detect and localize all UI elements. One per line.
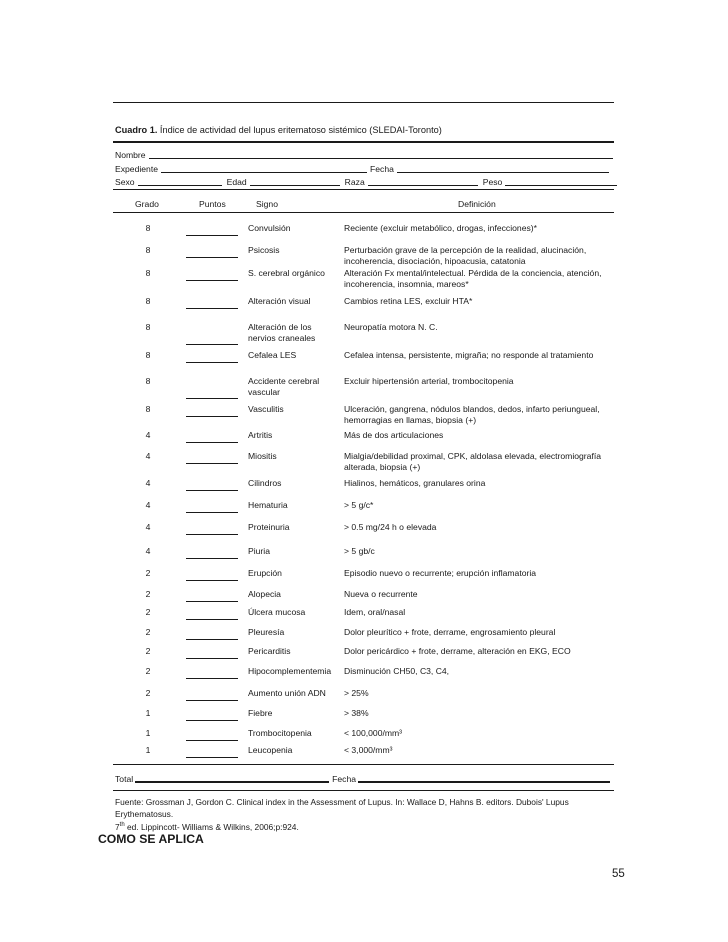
signo-cell: Alteración visual xyxy=(248,296,311,306)
signo-cell: Vasculitis xyxy=(248,404,284,414)
total-fecha-label: Fecha xyxy=(332,774,357,784)
grado-cell: 8 xyxy=(145,268,151,278)
puntos-blank[interactable] xyxy=(186,362,238,363)
definicion-cell: Excluir hipertensión arterial, trombocitopenia xyxy=(344,376,514,386)
grado-cell: 2 xyxy=(145,666,151,676)
grado-cell: 2 xyxy=(145,627,151,637)
definicion-cell: > 5 gb/c xyxy=(344,546,375,556)
puntos-blank[interactable] xyxy=(186,601,238,602)
sexo-field[interactable] xyxy=(138,177,222,186)
grado-cell: 4 xyxy=(145,500,151,510)
total-fecha-field[interactable] xyxy=(358,774,610,783)
signo-cell: Cefalea LES xyxy=(248,350,297,360)
puntos-blank[interactable] xyxy=(186,534,238,535)
sexo-line xyxy=(115,176,617,187)
grado-cell: 1 xyxy=(145,745,151,755)
definicion-cell: Alteración Fx mental/intelectual. Pérdida de la conciencia, atención, incoherencia, insomnia, mareos* xyxy=(344,268,602,289)
definicion-cell: Mialgia/debilidad proximal, CPK, aldolasa elevada, electromiografía alterada, biopsia (+) xyxy=(344,451,601,472)
definicion-cell: > 0.5 mg/24 h o elevada xyxy=(344,522,437,532)
signo-cell: Convulsión xyxy=(248,223,291,233)
signo-cell: Leucopenia xyxy=(248,745,293,755)
grado-cell: 2 xyxy=(145,688,151,698)
grado-cell: 4 xyxy=(145,546,151,556)
puntos-blank[interactable] xyxy=(186,512,238,513)
grado-cell: 4 xyxy=(145,478,151,488)
puntos-blank[interactable] xyxy=(186,463,238,464)
puntos-blank[interactable] xyxy=(186,740,238,741)
grado-cell: 1 xyxy=(145,708,151,718)
puntos-blank[interactable] xyxy=(186,416,238,417)
table-row xyxy=(0,745,728,771)
nombre-line xyxy=(115,149,613,160)
definicion-cell: > 38% xyxy=(344,708,369,718)
grado-cell: 8 xyxy=(145,376,151,386)
table-row xyxy=(0,322,728,348)
header-grado: Grado xyxy=(135,199,159,209)
puntos-blank[interactable] xyxy=(186,442,238,443)
grado-cell: 8 xyxy=(145,350,151,360)
puntos-blank[interactable] xyxy=(186,398,238,399)
definicion-cell: Disminución CH50, C3, C4, xyxy=(344,666,450,676)
header-definicion: Definición xyxy=(458,199,496,209)
definicion-cell: > 5 g/c* xyxy=(344,500,374,510)
total-field[interactable] xyxy=(135,774,329,783)
puntos-blank[interactable] xyxy=(186,757,238,758)
table-row xyxy=(0,522,728,548)
definicion-cell: Más de dos articulaciones xyxy=(344,430,444,440)
fecha-field[interactable] xyxy=(397,164,609,173)
puntos-blank[interactable] xyxy=(186,658,238,659)
grado-cell: 8 xyxy=(145,322,151,332)
source-citation xyxy=(115,797,620,833)
edad-label: Edad xyxy=(226,177,247,187)
grado-cell: 2 xyxy=(145,646,151,656)
form-rule xyxy=(113,189,614,190)
signo-cell: Cilindros xyxy=(248,478,282,488)
grado-cell: 8 xyxy=(145,404,151,414)
nombre-field[interactable] xyxy=(149,150,613,159)
definicion-cell: Ulceración, gangrena, nódulos blandos, dedos, infarto periungueal, hemorragias en llamas, biopsia (+) xyxy=(344,404,600,425)
table-row xyxy=(0,451,728,477)
definicion-cell: < 100,000/mm³ xyxy=(344,728,403,738)
definicion-cell: Neuropatía motora N. C. xyxy=(344,322,438,332)
puntos-blank[interactable] xyxy=(186,580,238,581)
raza-field[interactable] xyxy=(368,177,478,186)
signo-cell: Pericarditis xyxy=(248,646,291,656)
definicion-cell: > 25% xyxy=(344,688,369,698)
header-rule xyxy=(113,212,614,213)
peso-field[interactable] xyxy=(505,177,617,186)
grado-cell: 1 xyxy=(145,728,151,738)
sexo-label: Sexo xyxy=(115,177,135,187)
signo-cell: Psicosis xyxy=(248,245,280,255)
peso-label: Peso xyxy=(482,177,503,187)
expediente-label: Expediente xyxy=(115,164,159,174)
definicion-cell: Cambios retina LES, excluir HTA* xyxy=(344,296,473,306)
expediente-line xyxy=(115,163,609,174)
expediente-field[interactable] xyxy=(161,164,367,173)
puntos-blank[interactable] xyxy=(186,280,238,281)
definicion-cell: Dolor pleurítico + frote, derrame, engrosamiento pleural xyxy=(344,627,556,637)
grado-cell: 2 xyxy=(145,589,151,599)
total-label: Total xyxy=(115,774,134,784)
raza-label: Raza xyxy=(344,177,365,187)
source-line-1: Fuente: Grossman J, Gordon C. Clinical index in the Assessment of Lupus. In: Wallace D, Hahns B. editors. Dubois' Lupus Erythematosus. xyxy=(115,797,569,819)
definicion-cell: Perturbación grave de la percepción de la realidad, alucinación, incoherencia, disociación, hipoacusia, catatonia xyxy=(344,245,587,266)
fecha-label: Fecha xyxy=(370,164,394,174)
signo-cell: Erupción xyxy=(248,568,282,578)
table-row xyxy=(0,404,728,430)
table-caption xyxy=(115,125,442,135)
signo-cell: Accidente cerebral vascular xyxy=(248,376,320,397)
table-row xyxy=(0,350,728,376)
table-row xyxy=(0,376,728,402)
grado-cell: 2 xyxy=(145,607,151,617)
total-end-rule xyxy=(113,790,614,791)
grado-cell: 4 xyxy=(145,430,151,440)
top-rule xyxy=(113,102,614,103)
puntos-blank[interactable] xyxy=(186,558,238,559)
signo-cell: Hipocomplementemia xyxy=(248,666,332,676)
signo-cell: S. cerebral orgánico xyxy=(248,268,325,278)
source-line-2-text: ed. Lippincott- Williams & Wilkins, 2006;p:924. xyxy=(124,821,299,832)
grado-cell: 2 xyxy=(145,568,151,578)
puntos-blank[interactable] xyxy=(186,308,238,309)
signo-cell: Pleuresía xyxy=(248,627,285,637)
puntos-blank[interactable] xyxy=(186,235,238,236)
signo-cell: Artritis xyxy=(248,430,273,440)
caption-rule xyxy=(113,141,614,143)
definicion-cell: Nueva o recurrente xyxy=(344,589,418,599)
table-row xyxy=(0,296,728,322)
signo-cell: Hematuria xyxy=(248,500,288,510)
signo-cell: Alteración de los nervios craneales xyxy=(248,322,316,343)
puntos-blank[interactable] xyxy=(186,678,238,679)
puntos-blank[interactable] xyxy=(186,619,238,620)
header-signo: Signo xyxy=(256,199,278,209)
table-row xyxy=(0,268,728,294)
nombre-label: Nombre xyxy=(115,150,146,160)
edad-field[interactable] xyxy=(250,177,340,186)
definicion-cell: Hialinos, hemáticos, granulares orina xyxy=(344,478,486,488)
signo-cell: Miositis xyxy=(248,451,277,461)
definicion-cell: Dolor pericárdico + frote, derrame, alteración en EKG, ECO xyxy=(344,646,571,656)
puntos-blank[interactable] xyxy=(186,344,238,345)
puntos-blank[interactable] xyxy=(186,720,238,721)
grado-cell: 8 xyxy=(145,245,151,255)
section-title: COMO SE APLICA xyxy=(98,832,204,846)
signo-cell: Trombocitopenia xyxy=(248,728,312,738)
grado-cell: 4 xyxy=(145,451,151,461)
puntos-blank[interactable] xyxy=(186,639,238,640)
puntos-blank[interactable] xyxy=(186,490,238,491)
caption-title: Índice de actividad del lupus eritematoso sistémico (SLEDAI-Toronto) xyxy=(157,125,442,135)
definicion-cell: < 3,000/mm³ xyxy=(344,745,393,755)
puntos-blank[interactable] xyxy=(186,257,238,258)
grado-cell: 8 xyxy=(145,296,151,306)
signo-cell: Piuria xyxy=(248,546,270,556)
signo-cell: Alopecia xyxy=(248,589,281,599)
edition-number: 7 xyxy=(115,821,120,832)
definicion-cell: Reciente (excluir metabólico, drogas, infecciones)* xyxy=(344,223,537,233)
definicion-cell: Cefalea intensa, persistente, migraña; no responde al tratamiento xyxy=(344,350,594,360)
header-puntos: Puntos xyxy=(199,199,226,209)
caption-label: Cuadro 1. xyxy=(115,125,158,135)
grado-cell: 4 xyxy=(145,522,151,532)
signo-cell: Fiebre xyxy=(248,708,273,718)
puntos-blank[interactable] xyxy=(186,700,238,701)
definicion-cell: Idem, oral/nasal xyxy=(344,607,406,617)
signo-cell: Proteinuria xyxy=(248,522,290,532)
page-number: 55 xyxy=(612,868,625,880)
signo-cell: Úlcera mucosa xyxy=(248,607,306,617)
definicion-cell: Episodio nuevo o recurrente; erupción inflamatoria xyxy=(344,568,537,578)
total-line xyxy=(115,773,610,784)
signo-cell: Aumento unión ADN xyxy=(248,688,326,698)
grado-cell: 8 xyxy=(145,223,151,233)
edition-suffix: th xyxy=(119,822,125,828)
